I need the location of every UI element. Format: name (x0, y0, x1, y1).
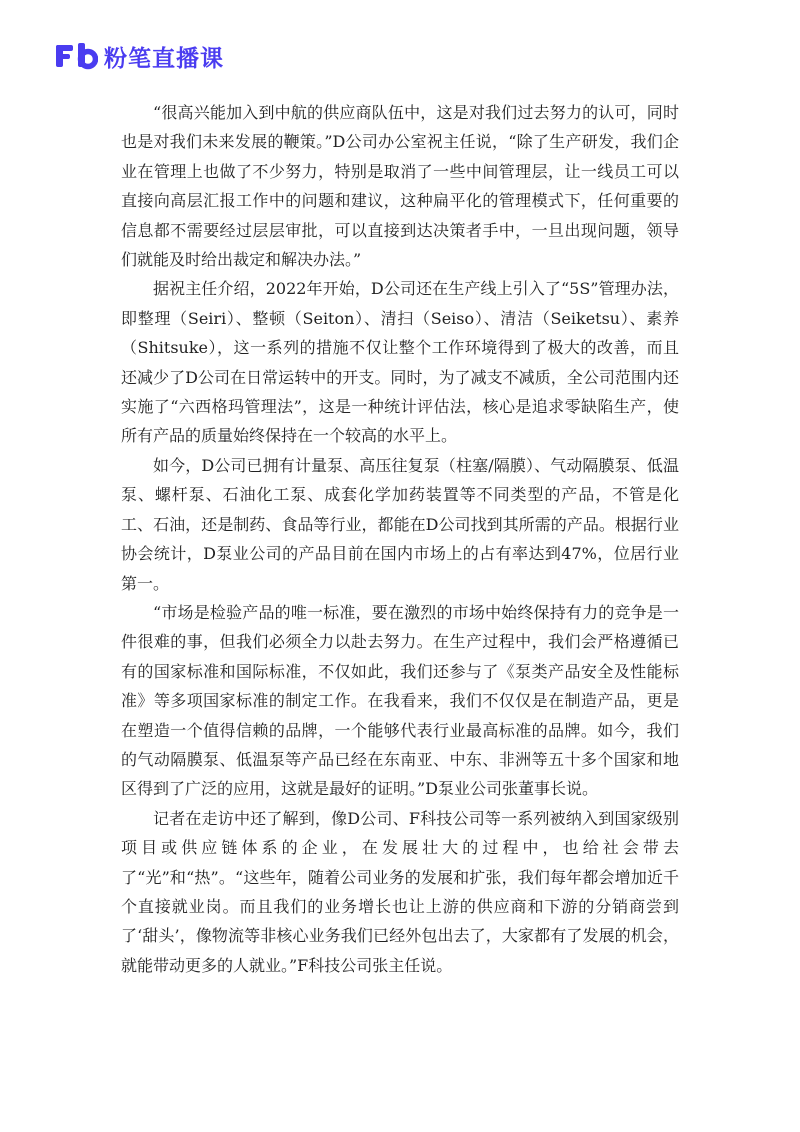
brand-header (56, 40, 224, 72)
article-paragraph-3: 如今，D公司已拥有计量泵、高压往复泵（柱塞/隔膜）、气动隔膜泵、低温泵、螺杆泵、石油化工泵、成套化学加药装置等不同类型的产品，不管是化工、石油，还是制药、食品等行业，都能在D公司找到其所需的产品。根据行业协会统计，D泵业公司的产品目前在国内市场上的占有率达到47%，位居行业第一。 (121, 455, 679, 593)
brand-name: 粉笔直播课 (104, 45, 224, 72)
article-paragraph-5: 记者在走访中还了解到，像D公司、F科技公司等一系列被纳入到国家级别项目或供应链体系的企业，在发展壮大的过程中，也给社会带去了“光”和“热”。“这些年，随着公司业务的发展和扩张，我们每年都会增加近千个直接就业岗。而且我们的业务增长也让上游的供应商和下游的分销商尝到了‘甜头’，像物流等非核心业务我们已经外包出去了，大家都有了发展的机会，就能带动更多的人就业。”F科技公司张主任说。 (121, 808, 679, 975)
article-paragraph-2: 据祝主任介绍，2022年开始，D公司还在生产线上引入了“5S”管理办法，即整理（Seiri）、整顿（Seiton）、清扫（Seiso）、清洁（Seiketsu）、素养（Shitsuke），这一系列的措施不仅让整个工作环境得到了极大的改善，而且还减少了D公司在日常运转中的开支。同时，为了减支不减质，全公司范围内还实施了“六西格玛管理法”，这是一种统计评估法，核心是追求零缺陷生产，使所有产品的质量始终保持在一个较高的水平上。 (121, 279, 679, 446)
article-body (121, 98, 679, 980)
article-paragraph-1: “很高兴能加入到中航的供应商队伍中，这是对我们过去努力的认可，同时也是对我们未来发展的鞭策。”D公司办公室祝主任说，“除了生产研发，我们企业在管理上也做了不少努力，特别是取消了一些中间管理层，让一线员工可以直接向高层汇报工作中的问题和建议，这种扁平化的管理模式下，任何重要的信息都不需要经过层层审批，可以直接到达决策者手中，一旦出现问题，领导们就能及时给出裁定和解决办法。” (121, 103, 679, 270)
article-paragraph-4: “市场是检验产品的唯一标准，要在激烈的市场中始终保持有力的竞争是一件很难的事，但我们必须全力以赴去努力。在生产过程中，我们会严格遵循已有的国家标准和国际标准，不仅如此，我们还参与了《泵类产品安全及性能标准》等多项国家标准的制定工作。在我看来，我们不仅仅是在制造产品，更是在塑造一个值得信赖的品牌，一个能够代表行业最高标准的品牌。如今，我们的气动隔膜泵、低温泵等产品已经在东南亚、中东、非洲等五十多个国家和地区得到了广泛的应用，这就是最好的证明。”D泵业公司张董事长说。 (121, 602, 679, 799)
fenbi-logo-icon (56, 42, 98, 70)
